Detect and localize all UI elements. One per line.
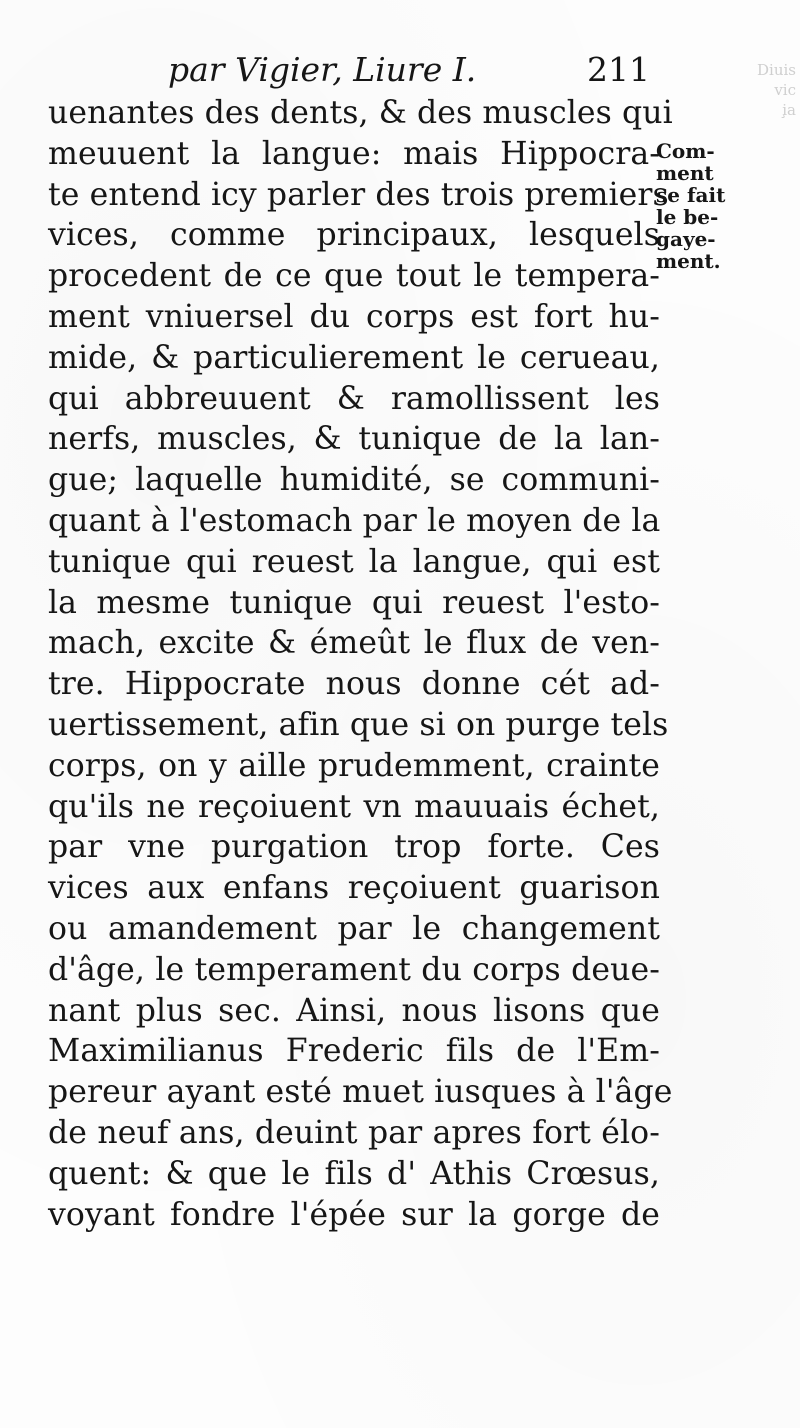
running-head: par Vigier, Liure I. <box>168 50 477 89</box>
text-line: pereur ayant esté muet iusques à l'âge <box>48 1074 673 1111</box>
marginal-note-line: gaye- <box>656 227 716 251</box>
bleed-through-text <box>744 60 800 200</box>
text-line: corps, on y aille prudemment, crainte <box>48 747 660 784</box>
text-line: meuuent la langue: mais Hippocra- <box>48 135 660 172</box>
text-line: tre. Hippocrate nous donne cét ad- <box>48 666 660 703</box>
text-line: qu'ils ne reçoiuent vn mauuais échet, <box>48 788 660 825</box>
marginal-note-line: ment. <box>656 249 721 273</box>
bleed-through-line: i̧a <box>782 101 796 119</box>
text-line: qui abbreuuent & ramollissent les <box>48 380 660 417</box>
text-line: uertissement, afin que si on purge tels <box>48 706 669 743</box>
text-line: d'âge, le temperament du corps deue- <box>48 951 660 988</box>
text-line: quent: & que le fils d' Athis Crœsus, <box>48 1155 660 1192</box>
marginal-note-line: le be- <box>656 205 719 229</box>
text-line: te entend icy parler des trois premiers <box>48 176 669 213</box>
page-header <box>160 44 650 94</box>
bleed-through-line: vic <box>774 81 796 99</box>
body-text <box>48 93 673 1235</box>
text-line: vices, comme principaux, lesquels <box>48 217 660 254</box>
text-line: nerfs, muscles, & tunique de la lan- <box>48 421 660 458</box>
text-line: ou amandement par le changement <box>48 910 660 947</box>
text-line: procedent de ce que tout le tempera- <box>48 258 660 295</box>
page-number: 211 <box>587 50 650 89</box>
text-line: mach, excite & émeût le flux de ven- <box>48 625 660 662</box>
text-line: gue; laquelle humidité, se communi- <box>48 462 660 499</box>
text-line: vices aux enfans reçoiuent guarison <box>48 870 660 907</box>
marginal-note <box>656 140 744 272</box>
text-line: Maximilianus Frederic fils de l'Em- <box>48 1033 660 1070</box>
marginal-note-line: se fait <box>656 183 726 207</box>
text-line: par vne purgation trop forte. Ces <box>48 829 660 866</box>
text-line: de neuf ans, deuint par apres fort élo- <box>48 1114 660 1151</box>
marginal-note-line: Com- <box>656 139 715 163</box>
text-line: nant plus sec. Ainsi, nous lisons que <box>48 992 660 1029</box>
text-line: mide, & particulierement le cerueau, <box>48 339 660 376</box>
bleed-through-line: Diuis <box>757 61 796 79</box>
text-line: uenantes des dents, & des muscles qui <box>48 95 673 131</box>
text-line: quant à l'estomach par le moyen de la <box>48 502 661 539</box>
text-line: tunique qui reuest la langue, qui est <box>48 543 660 580</box>
marginal-note-line: ment <box>656 161 714 185</box>
text-line: voyant fondre l'épée sur la gorge de <box>48 1196 660 1233</box>
text-line: la mesme tunique qui reuest l'esto- <box>48 584 660 621</box>
text-line: ment vniuersel du corps est fort hu- <box>48 298 660 335</box>
